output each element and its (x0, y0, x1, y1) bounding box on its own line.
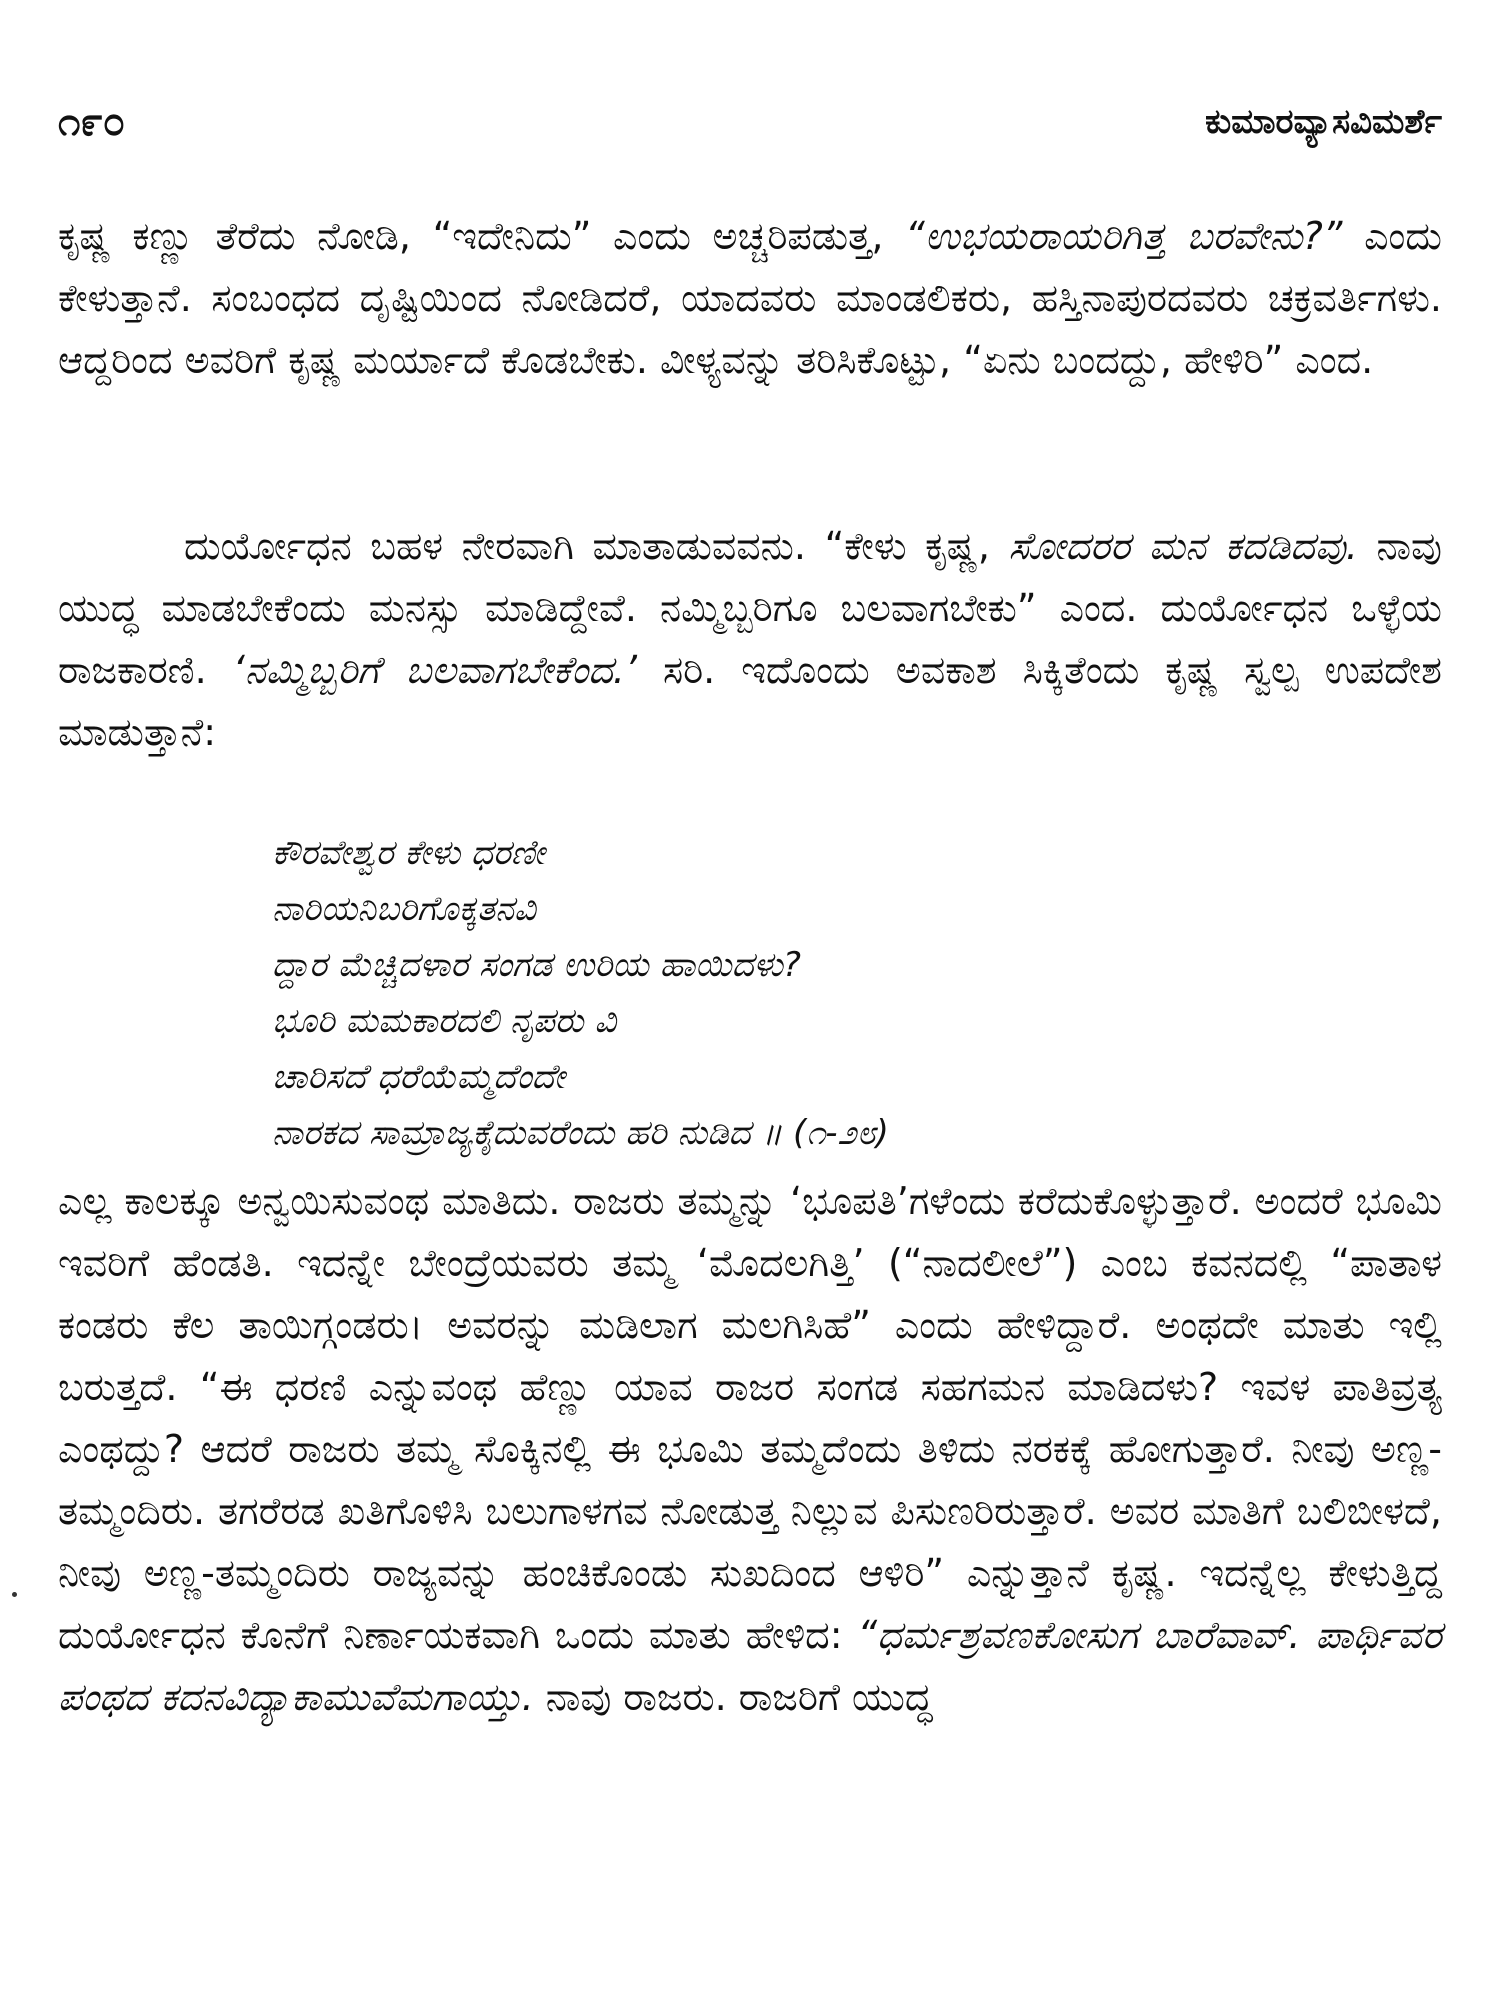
paragraph-text: ದುರ್ಯೋಧನ ಬಹಳ ನೇರವಾಗಿ ಮಾತಾಡುವವನು. “ಕೇಳು ಕೃಷ್ಣ, (184, 524, 1009, 568)
paragraph-text: ಎಲ್ಲ ಕಾಲಕ್ಕೂ ಅನ್ವಯಿಸುವಂಥ ಮಾತಿದು. ರಾಜರು ತಮ್ಮನ್ನು ‘ಭೂಪತಿ’ಗಳೆಂದು ಕರೆದುಕೊಳ್ಳುತ್ತಾರೆ. ಅಂದರೆ ಭೂಮಿ ಇವರಿಗೆ ಹೆಂಡತಿ. ಇದನ್ನೇ ಬೇಂದ್ರೆಯವರು ತಮ್ಮ ‘ಮೊದಲಗಿತ್ತಿ’ (“ನಾದಲೀಲೆ”) ಎಂಬ ಕವನದಲ್ಲಿ “ಪಾತಾಳ ಕಂಡರು ಕೆಲ ತಾಯಿಗ್ಗಂಡರು। ಅವರನ್ನು ಮಡಿಲಾಗ ಮಲಗಿಸಿಹೆ” ಎಂದು ಹೇಳಿದ್ದಾರೆ. ಅಂಥದೇ ಮಾತು ಇಲ್ಲಿ ಬರುತ್ತದೆ. “ಈ ಧರಣಿ ಎನ್ನುವಂಥ ಹೆಣ್ಣು ಯಾವ ರಾಜರ ಸಂಗಡ ಸಹಗಮನ ಮಾಡಿದಳು? ಇವಳ ಪಾತಿವ್ರತ್ಯ ಎಂಥದ್ದು? ಆದರೆ ರಾಜರು ತಮ್ಮ ಸೊಕ್ಕಿನಲ್ಲಿ ಈ ಭೂಮಿ ತಮ್ಮದೆಂದು ತಿಳಿದು ನರಕಕ್ಕೆ ಹೋಗುತ್ತಾರೆ. ನೀವು ಅಣ್ಣ-ತಮ್ಮಂದಿರು. ತಗರೆರಡ ಖತಿಗೊಳಿಸಿ ಬಲುಗಾಳಗವ ನೋಡುತ್ತ ನಿಲ್ಲುವ ಪಿಸುಣರಿರುತ್ತಾರೆ. ಅವರ ಮಾತಿಗೆ ಬಲಿಬೀಳದೆ, ನೀವು ಅಣ್ಣ-ತಮ್ಮಂದಿರು ರಾಜ್ಯವನ್ನು ಹಂಚಿಕೊಂಡು ಸುಖದಿಂದ ಆಳಿರಿ” ಎನ್ನುತ್ತಾನೆ ಕೃಷ್ಣ. ಇದನ್ನೆಲ್ಲ ಕೇಳುತ್ತಿದ್ದ ದುರ್ಯೋಧನ ಕೊನೆಗೆ ನಿರ್ಣಾಯಕವಾಗಿ ಒಂದು ಮಾತು ಹೇಳಿದ: (58, 1179, 1442, 1657)
verse-line: ಭೂರಿ ಮಮಕಾರದಲಿ ನೃಪರು ವಿ (272, 1001, 617, 1041)
verse-line: ನಾರಿಯನಿಬರಿಗೊಕ್ಕತನವಿ (272, 889, 536, 929)
italic-quote: ‘ನಮ್ಮಿಬ್ಬರಿಗೆ ಬಲವಾಗಬೇಕೆಂದ.’ (232, 648, 637, 692)
paragraph-text: ನಾವು ರಾಜರು. ರಾಜರಿಗೆ ಯುದ್ಧ (533, 1675, 933, 1719)
paragraph-2 (58, 515, 1442, 763)
paragraph-text: ನಾವು ಯುದ್ಧ ಮಾಡಬೇಕೆಂದು ಮನಸ್ಸು ಮಾಡಿದ್ದೇವೆ. ನಮ್ಮಿಬ್ಬರಿಗೂ ಬಲವಾಗಬೇಕು” ಎಂದ. ದುರ್ಯೋಧನ ಒಳ್ಳೆಯ ರಾಜಕಾರಣಿ. (58, 524, 1442, 692)
paragraph-text: ಕೃಷ್ಣ ಕಣ್ಣು ತೆರೆದು ನೋಡಿ, “ಇದೇನಿದು” ಎಂದು ಅಚ್ಚರಿಪಡುತ್ತ, (58, 214, 906, 258)
italic-quote: “ಧರ್ಮಶ್ರವಣಕೋಸುಗ ಬಾರೆವಾವ್. ಪಾರ್ಥಿವರ ಪಂಥದ ಕದನವಿದ್ಯಾಕಾಮುವೆಮಗಾಯ್ತು. (58, 1613, 1442, 1719)
paragraph-3 (58, 1170, 1442, 1728)
verse-line: ಚಾರಿಸದೆ ಧರೆಯೆಮ್ಮದೆಂದೇ (272, 1057, 565, 1097)
italic-quote: “ಉಭಯರಾಯರಿಗಿತ್ತ ಬರವೇನು?” (905, 214, 1343, 258)
verse-line: ನಾರಕದ ಸಾಮ್ರಾಜ್ಯಕೈದುವರೆಂದು ಹರಿ ನುಡಿದ ॥ (೧-೨೮) (272, 1113, 889, 1153)
italic-quote: ಸೋದರರ ಮನ ಕದಡಿದವು. (1008, 524, 1358, 568)
page-header (58, 92, 1442, 152)
paragraph-text: ಎಂದು ಕೇಳುತ್ತಾನೆ. ಸಂಬಂಧದ ದೃಷ್ಟಿಯಿಂದ ನೋಡಿದರೆ, ಯಾದವರು ಮಾಂಡಲಿಕರು, ಹಸ್ತಿನಾಪುರದವರು ಚಕ್ರವರ್ತಿಗಳು. ಆದ್ದರಿಂದ ಅವರಿಗೆ ಕೃಷ್ಣ ಮರ್ಯಾದೆ ಕೊಡಬೇಕು. ವೀಳ್ಯವನ್ನು ತರಿಸಿಕೊಟ್ಟು, “ಏನು ಬಂದದ್ದು, ಹೇಳಿರಿ” ಎಂದ. (58, 214, 1442, 382)
running-title: ಕುಮಾರವ್ಯಾಸವಿಮರ್ಶೆ (1205, 102, 1442, 142)
paragraph-1 (58, 205, 1442, 391)
verse-line: ಕೌರವೇಶ್ವರ ಕೇಳು ಧರಣೀ (272, 833, 545, 873)
paragraph-text: ಸರಿ. ಇದೊಂದು ಅವಕಾಶ ಸಿಕ್ಕಿತೆಂದು ಕೃಷ್ಣ ಸ್ವಲ್ಪ ಉಪದೇಶ ಮಾಡುತ್ತಾನೆ: (58, 648, 1443, 754)
verse-line: ದ್ದಾರ ಮೆಚ್ಚಿದಳಾರ ಸಂಗಡ ಉರಿಯ ಹಾಯಿದಳು? (272, 945, 801, 985)
verse-block (272, 825, 889, 1161)
page-number: ೧೯೦ (58, 99, 126, 145)
scan-speck (12, 1592, 17, 1597)
